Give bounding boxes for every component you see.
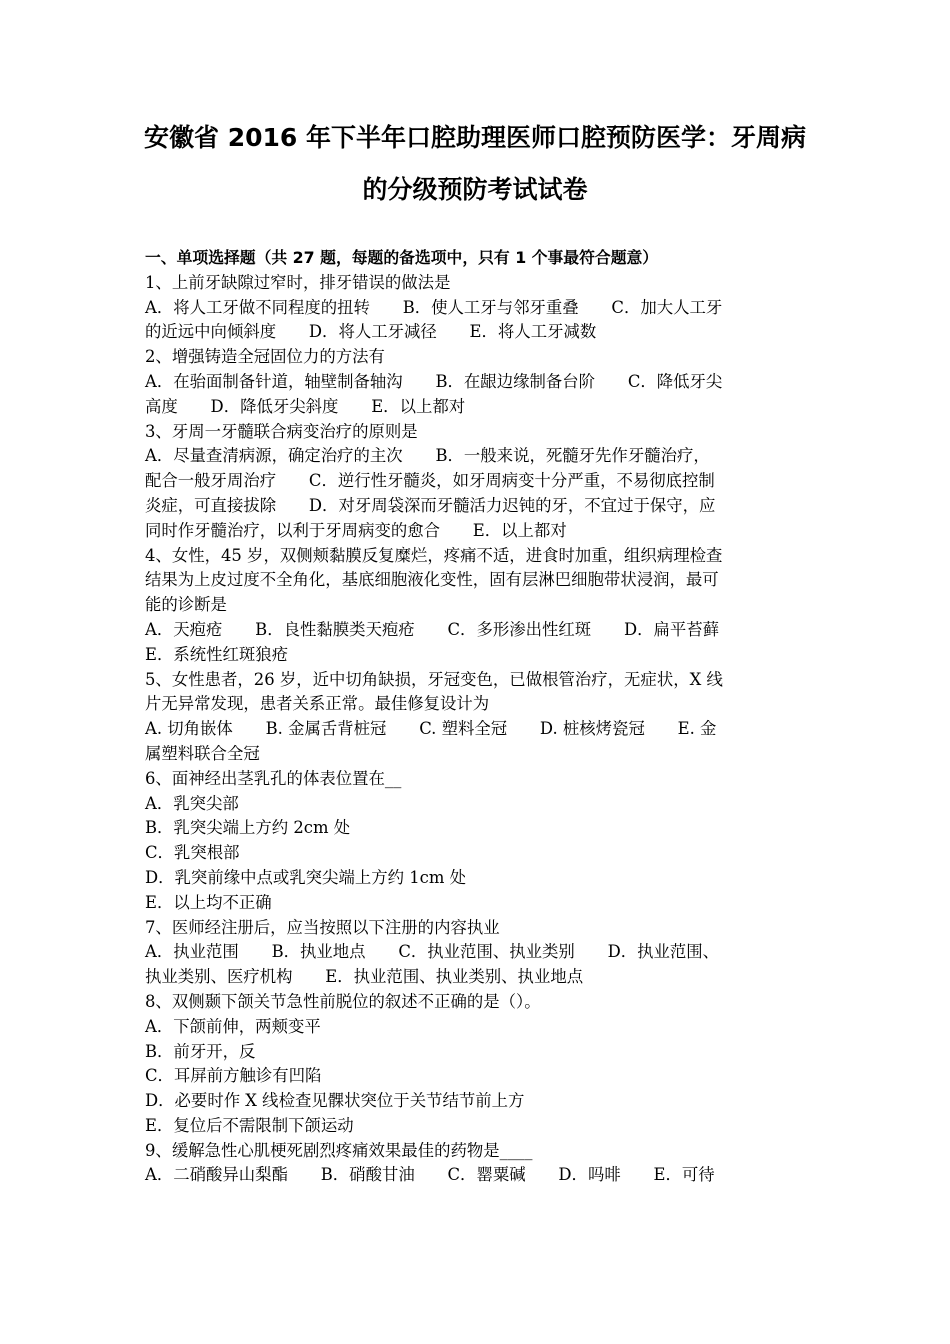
answer-option-line: C．耳屏前方触诊有凹陷 <box>145 1066 322 1086</box>
answer-option-line: A．将人工牙做不同程度的扭转 B．使人工牙与邻牙重叠 C．加大人工牙 <box>145 297 723 317</box>
question-item <box>145 990 810 1139</box>
answer-option-line: B．前牙开，反 <box>145 1041 256 1061</box>
question-item <box>145 345 810 419</box>
answer-option-line: 炎症，可直接拔除 D．对牙周袋深而牙髓活力迟钝的牙，不宜过于保守，应 <box>145 495 716 515</box>
answer-option-line: 高度 D．降低牙尖斜度 E．以上都对 <box>145 396 466 416</box>
question-item <box>145 668 810 767</box>
document-title <box>120 112 830 216</box>
question-stem-line: 片无异常发现，患者关系正常。最佳修复设计为 <box>145 694 490 714</box>
question-stem-line: 4、女性，45 岁，双侧颊黏膜反复糜烂，疼痛不适，进食时加重，组织病理检查 <box>145 545 723 565</box>
question-stem-line: 结果为上皮过度不全角化，基底细胞液化变性，固有层淋巴细胞带状浸润，最可 <box>145 570 719 590</box>
question-item <box>145 1139 810 1189</box>
title-line-2: 的分级预防考试试卷 <box>362 175 588 204</box>
answer-option-line: A．天疱疮 B．良性黏膜类天疱疮 C．多形渗出性红斑 D．扁平苔藓 <box>145 619 720 639</box>
title-line-1: 安徽省 2016 年下半年口腔助理医师口腔预防医学：牙周病 <box>144 123 806 152</box>
answer-option-line: A．执业范围 B．执业地点 C．执业范围、执业类别 D．执业范围、 <box>145 942 720 962</box>
section-header: 一、单项选择题（共 27 题，每题的备选项中，只有 1 个事最符合题意） <box>145 248 659 267</box>
question-stem-line: 5、女性患者，26 岁，近中切角缺损，牙冠变色，已做根管治疗，无症状，X 线 <box>145 669 723 689</box>
answer-option-line: 属塑料联合全冠 <box>145 743 260 763</box>
answer-option-line: 执业类别、医疗机构 E．执业范围、执业类别、执业地点 <box>145 967 584 987</box>
question-stem-line: 2、增强铸造全冠固位力的方法有 <box>145 347 385 367</box>
answer-option-line: 同时作牙髓治疗，以利于牙周病变的愈合 E．以上都对 <box>145 520 567 540</box>
answer-option-line: A．尽量查清病源，确定治疗的主次 B．一般来说，死髓牙先作牙髓治疗， <box>145 446 710 466</box>
answer-option-line: E．系统性红斑狼疮 <box>145 644 289 664</box>
answer-option-line: C．乳突根部 <box>145 843 240 863</box>
question-stem-line: 9、缓解急性心肌梗死剧烈疼痛效果最佳的药物是____ <box>145 1140 533 1160</box>
answer-option-line: E．以上均不正确 <box>145 892 272 912</box>
question-item <box>145 420 810 544</box>
answer-option-line: A．下颌前伸，两颊变平 <box>145 1016 321 1036</box>
document-body <box>145 246 810 1188</box>
answer-option-line: A．在骀面制备针道，轴壁制备轴沟 B．在龈边缘制备台阶 C．降低牙尖 <box>145 371 723 391</box>
question-stem-line: 1、上前牙缺隙过窄时，排牙错误的做法是 <box>145 272 451 292</box>
question-list <box>145 271 810 1188</box>
answer-option-line: B．乳突尖端上方约 2cm 处 <box>145 818 351 838</box>
question-stem-line: 3、牙周一牙髓联合病变治疗的原则是 <box>145 421 418 441</box>
answer-option-line: D．必要时作 X 线检查见髁状突位于关节结节前上方 <box>145 1091 525 1111</box>
question-item <box>145 916 810 990</box>
question-stem-line: 能的诊断是 <box>145 595 227 615</box>
answer-option-line: A．二硝酸异山梨酯 B．硝酸甘油 C．罂粟碱 D．吗啡 E．可待 <box>145 1165 715 1185</box>
question-item <box>145 767 810 916</box>
question-stem-line: 6、面神经出茎乳孔的体表位置在__ <box>145 768 402 788</box>
answer-option-line: 的近远中向倾斜度 D．将人工牙减径 E．将人工牙减数 <box>145 322 597 342</box>
question-item <box>145 271 810 345</box>
answer-option-line: E．复位后不需限制下颌运动 <box>145 1115 354 1135</box>
question-stem-line: 7、医师经注册后，应当按照以下注册的内容执业 <box>145 917 500 937</box>
answer-option-line: D．乳突前缘中点或乳突尖端上方约 1cm 处 <box>145 867 466 887</box>
question-stem-line: 8、双侧颞下颌关节急性前脱位的叙述不正确的是（）。 <box>145 991 541 1011</box>
question-item <box>145 544 810 668</box>
answer-option-line: A．乳突尖部 <box>145 793 239 813</box>
answer-option-line: A. 切角嵌体 B. 金属舌背桩冠 C. 塑料全冠 D. 桩核烤瓷冠 E. 金 <box>145 719 717 739</box>
answer-option-line: 配合一般牙周治疗 C．逆行性牙髓炎，如牙周病变十分严重，不易彻底控制 <box>145 471 715 491</box>
